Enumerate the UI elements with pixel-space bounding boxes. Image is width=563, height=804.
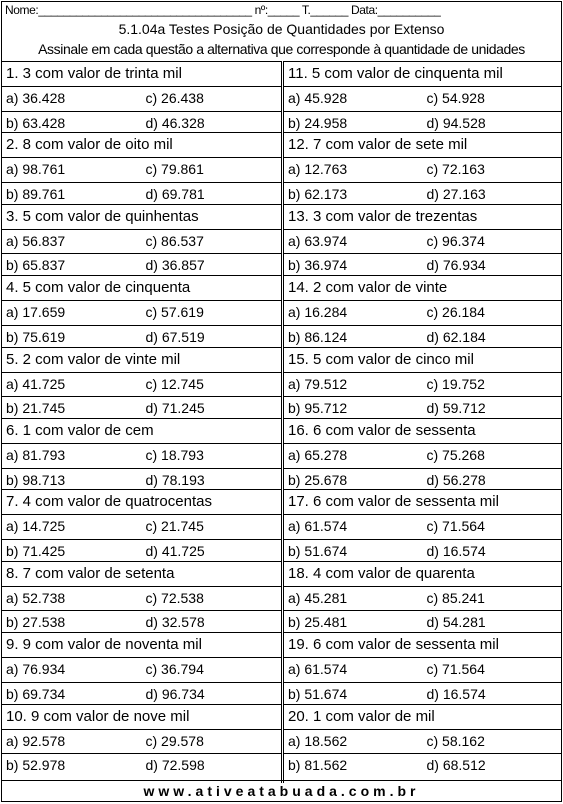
option-a[interactable]: a) 45.281 [288, 589, 348, 606]
question-text: 11. 5 com valor de cinquenta mil [284, 61, 561, 86]
option-d[interactable]: d) 54.281 [426, 614, 486, 631]
option-b[interactable]: b) 21.745 [6, 400, 66, 417]
left-column [2, 61, 281, 783]
options-row [2, 229, 281, 254]
question-text: 17. 6 com valor de sessenta mil [284, 489, 561, 514]
option-a[interactable]: a) 14.725 [6, 518, 66, 535]
option-d[interactable]: d) 16.574 [426, 543, 486, 560]
question-text: 4. 5 com valor de cinquenta [2, 275, 281, 300]
options-row [284, 372, 561, 397]
option-a[interactable]: a) 61.574 [288, 661, 348, 678]
options-row [2, 657, 281, 682]
question-text: 6. 1 com valor de cem [2, 418, 281, 443]
option-c[interactable]: c) 86.537 [145, 232, 204, 249]
option-d[interactable]: d) 94.528 [426, 114, 486, 131]
option-c[interactable]: c) 57.619 [145, 304, 204, 321]
option-d[interactable]: d) 76.934 [426, 257, 486, 274]
question-block [284, 418, 561, 489]
option-d[interactable]: d) 68.512 [426, 757, 486, 774]
question-text: 8. 7 com valor de setenta [2, 561, 281, 586]
option-a[interactable]: a) 81.793 [6, 446, 66, 463]
options-row [2, 396, 281, 421]
option-a[interactable]: a) 52.738 [6, 589, 66, 606]
option-c[interactable]: c) 58.162 [426, 732, 485, 749]
question-block [284, 561, 561, 632]
options-row [2, 539, 281, 564]
option-d[interactable]: d) 67.519 [145, 328, 205, 345]
option-a[interactable]: a) 36.428 [6, 90, 66, 106]
question-block [284, 204, 561, 275]
header-line-text: Nome:__________________________________ nº:_____ T.______ Data:__________ [5, 3, 441, 17]
options-row [284, 514, 561, 539]
options-row [284, 657, 561, 682]
options-row [284, 586, 561, 611]
question-block [284, 489, 561, 560]
question-block [284, 347, 561, 418]
option-d[interactable]: d) 96.734 [145, 685, 205, 702]
options-row [2, 610, 281, 635]
option-c[interactable]: c) 72.163 [426, 161, 485, 178]
option-a[interactable]: a) 56.837 [6, 232, 66, 249]
question-text: 7. 4 com valor de quatrocentas [2, 489, 281, 514]
option-c[interactable]: c) 85.241 [426, 589, 485, 606]
options-row [284, 86, 561, 111]
instruction-text: Assinale em cada questão a alternativa que corresponde à quantidade de unidades [38, 41, 525, 57]
option-d[interactable]: d) 78.193 [145, 471, 205, 488]
question-block [2, 132, 281, 203]
options-row [2, 468, 281, 493]
option-b[interactable]: b) 98.713 [6, 471, 66, 488]
question-block [2, 347, 281, 418]
options-row [284, 253, 561, 278]
options-row [2, 157, 281, 182]
option-d[interactable]: d) 46.328 [145, 114, 205, 131]
option-d[interactable]: d) 59.712 [426, 400, 486, 417]
question-text: 20. 1 com valor de mil [284, 704, 561, 729]
option-a[interactable]: a) 16.284 [288, 304, 348, 321]
option-a[interactable]: a) 63.974 [288, 232, 348, 249]
question-block [284, 275, 561, 346]
options-row [2, 729, 281, 754]
option-a[interactable]: a) 98.761 [6, 161, 66, 178]
option-c[interactable]: c) 29.578 [145, 732, 204, 749]
options-row [2, 372, 281, 397]
options-row [284, 753, 561, 778]
question-block [2, 204, 281, 275]
option-b[interactable]: b) 63.428 [6, 114, 66, 131]
question-block [2, 561, 281, 632]
option-c[interactable]: c) 72.538 [145, 589, 204, 606]
option-c[interactable]: c) 21.745 [145, 518, 204, 535]
question-text: 14. 2 com valor de vinte [284, 275, 561, 300]
question-text: 15. 5 com valor de cinco mil [284, 347, 561, 372]
option-d[interactable]: d) 71.245 [145, 400, 205, 417]
option-b[interactable]: b) 86.124 [288, 328, 348, 345]
question-block [284, 61, 561, 132]
options-row [284, 300, 561, 325]
option-b[interactable]: b) 65.837 [6, 257, 66, 274]
option-a[interactable]: a) 45.928 [288, 90, 348, 106]
option-d[interactable]: d) 27.163 [426, 186, 486, 203]
options-row [284, 539, 561, 564]
question-text: 12. 7 com valor de sete mil [284, 132, 561, 157]
option-c[interactable]: c) 71.564 [426, 518, 485, 535]
options-row [2, 86, 281, 111]
option-b[interactable]: b) 81.562 [288, 757, 348, 774]
questions-grid [2, 61, 561, 783]
option-d[interactable]: d) 32.578 [145, 614, 205, 631]
option-c[interactable]: c) 36.794 [145, 661, 204, 678]
question-block [284, 632, 561, 703]
question-text: 9. 9 com valor de noventa mil [2, 632, 281, 657]
option-b[interactable]: b) 25.678 [288, 471, 348, 488]
option-b[interactable]: b) 95.712 [288, 400, 348, 417]
option-b[interactable]: b) 89.761 [6, 186, 66, 203]
option-b[interactable]: b) 36.974 [288, 257, 348, 274]
options-row [284, 157, 561, 182]
question-block [284, 132, 561, 203]
question-text: 2. 8 com valor de oito mil [2, 132, 281, 157]
option-d[interactable]: d) 36.857 [145, 257, 205, 274]
option-a[interactable]: a) 17.659 [6, 304, 66, 321]
option-c[interactable]: c) 96.374 [426, 232, 485, 249]
option-c[interactable]: c) 12.745 [145, 375, 204, 392]
option-a[interactable]: a) 92.578 [6, 732, 66, 749]
options-row [2, 182, 281, 207]
question-text: 19. 6 com valor de sessenta mil [284, 632, 561, 657]
options-row [284, 468, 561, 493]
option-b[interactable]: b) 51.674 [288, 685, 348, 702]
question-text: 18. 4 com valor de quarenta [284, 561, 561, 586]
option-a[interactable]: a) 18.562 [288, 732, 348, 749]
option-c[interactable]: c) 54.928 [426, 90, 485, 106]
option-d[interactable]: d) 62.184 [426, 328, 486, 345]
option-c[interactable]: c) 26.438 [145, 90, 204, 106]
options-row [284, 729, 561, 754]
options-row [284, 682, 561, 707]
option-d[interactable]: d) 72.598 [145, 757, 205, 774]
question-block [2, 275, 281, 346]
question-block [2, 61, 281, 132]
option-c[interactable]: c) 18.793 [145, 446, 204, 463]
option-a[interactable]: a) 76.934 [6, 661, 66, 678]
options-row [284, 111, 561, 136]
name-number-date-line [2, 2, 561, 19]
page-title: 5.1.04a Testes Posição de Quantidades por Extenso [118, 21, 445, 37]
options-row [2, 514, 281, 539]
options-row [2, 682, 281, 707]
options-row [284, 229, 561, 254]
options-row [2, 253, 281, 278]
options-row [284, 182, 561, 207]
right-column [281, 61, 561, 783]
question-text: 5. 2 com valor de vinte mil [2, 347, 281, 372]
options-row [2, 443, 281, 468]
question-text: 1. 3 com valor de trinta mil [2, 61, 281, 86]
question-block [284, 704, 561, 775]
option-b[interactable]: b) 24.958 [288, 114, 348, 131]
option-d[interactable]: d) 16.574 [426, 685, 486, 702]
option-c[interactable]: c) 71.564 [426, 661, 485, 678]
option-c[interactable]: c) 19.752 [426, 375, 485, 392]
options-row [2, 111, 281, 136]
option-b[interactable]: b) 27.538 [6, 614, 66, 631]
option-b[interactable]: b) 52.978 [6, 757, 66, 774]
option-c[interactable]: c) 75.268 [426, 446, 485, 463]
option-a[interactable]: a) 61.574 [288, 518, 348, 535]
option-b[interactable]: b) 69.734 [6, 685, 66, 702]
question-block [2, 489, 281, 560]
option-a[interactable]: a) 41.725 [6, 375, 66, 392]
question-text: 10. 9 com valor de nove mil [2, 704, 281, 729]
option-a[interactable]: a) 12.763 [288, 161, 348, 178]
question-block [2, 632, 281, 703]
option-a[interactable]: a) 79.512 [288, 375, 348, 392]
options-row [2, 753, 281, 778]
option-b[interactable]: b) 62.173 [288, 186, 348, 203]
question-block [2, 704, 281, 775]
option-b[interactable]: b) 51.674 [288, 543, 348, 560]
options-row [2, 300, 281, 325]
option-d[interactable]: d) 41.725 [145, 543, 205, 560]
worksheet [1, 1, 562, 802]
options-row [284, 325, 561, 350]
question-block [2, 418, 281, 489]
option-b[interactable]: b) 75.619 [6, 328, 66, 345]
option-c[interactable]: c) 26.184 [426, 304, 485, 321]
option-b[interactable]: b) 25.481 [288, 614, 348, 631]
question-text: 13. 3 com valor de trezentas [284, 204, 561, 229]
options-row [284, 396, 561, 421]
question-text: 3. 5 com valor de quinhentas [2, 204, 281, 229]
option-b[interactable]: b) 71.425 [6, 543, 66, 560]
option-a[interactable]: a) 65.278 [288, 446, 348, 463]
options-row [2, 586, 281, 611]
options-row [284, 610, 561, 635]
options-row [2, 325, 281, 350]
website-footer: www.ativeatabuada.com.br [2, 780, 561, 801]
question-text: 16. 6 com valor de sessenta [284, 418, 561, 443]
option-d[interactable]: d) 56.278 [426, 471, 486, 488]
option-c[interactable]: c) 79.861 [145, 161, 204, 178]
option-d[interactable]: d) 69.781 [145, 186, 205, 203]
options-row [284, 443, 561, 468]
